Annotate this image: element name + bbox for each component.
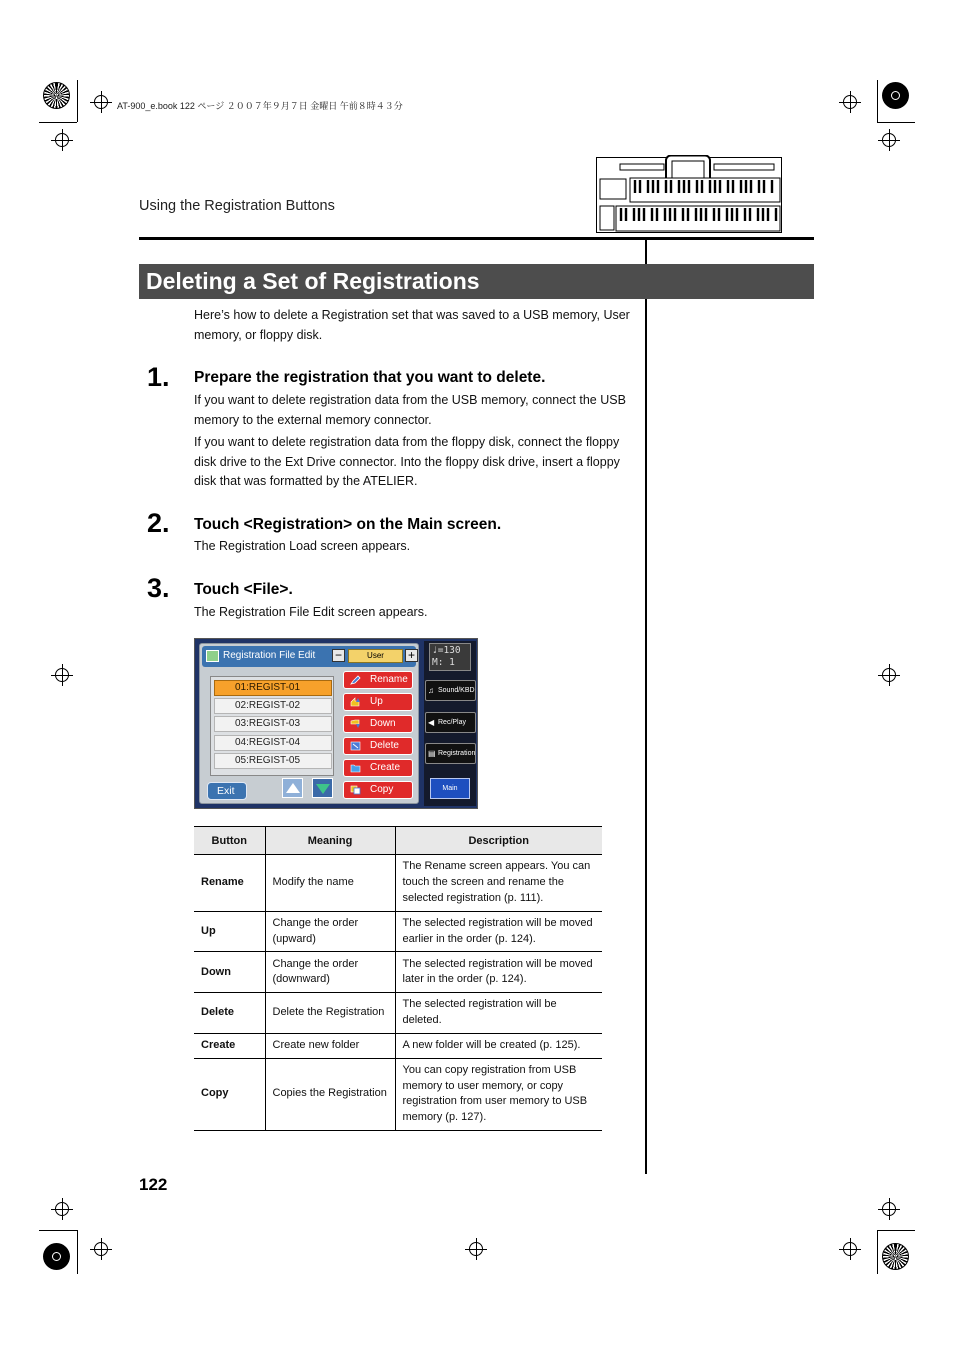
registration-button[interactable] bbox=[425, 743, 476, 764]
tempo-value: ♩=130 bbox=[432, 645, 461, 656]
file-edit-panel bbox=[199, 643, 419, 804]
table-cell: The selected registration will be moved earlier in the order (p. 124). bbox=[395, 912, 602, 952]
table-cell: Delete the Registration bbox=[265, 993, 395, 1033]
down-label: Down bbox=[370, 718, 396, 729]
rename-button[interactable] bbox=[343, 671, 413, 689]
folder-icon bbox=[350, 763, 361, 773]
crop-line bbox=[77, 1230, 78, 1274]
table-row bbox=[194, 855, 602, 912]
delete-label: Delete bbox=[370, 740, 399, 751]
list-item[interactable]: 04:REGIST-04 bbox=[214, 735, 332, 751]
tempo-display bbox=[429, 643, 471, 671]
table-cell: Change the order (upward) bbox=[265, 912, 395, 952]
step-text: If you want to delete registration data from the floppy disk, connect the floppy disk drive to the Ext Drive connector. Into the floppy disk drive, insert a floppy disk that was formatted by the ATELIER. bbox=[194, 435, 620, 488]
table-cell: Rename bbox=[194, 855, 265, 912]
media-prev-button[interactable]: − bbox=[332, 649, 345, 662]
crosshair-mark bbox=[843, 95, 857, 109]
step-text: The Registration Load screen appears. bbox=[194, 539, 411, 553]
registration-target-mark bbox=[882, 82, 909, 109]
down-button[interactable] bbox=[343, 715, 413, 733]
copy-label: Copy bbox=[370, 784, 394, 795]
registration-label: Registration bbox=[438, 750, 476, 757]
list-item[interactable]: 01:REGIST-01 bbox=[214, 680, 332, 696]
crop-line bbox=[877, 1230, 915, 1231]
sound-kbd-label: Sound/KBD bbox=[438, 687, 475, 694]
table-row bbox=[194, 1033, 602, 1058]
page-number: 122 bbox=[139, 1175, 168, 1194]
table-cell: Up bbox=[194, 912, 265, 952]
crosshair-mark bbox=[882, 133, 896, 147]
print-header: AT-900_e.book 122 ページ ２００７年９月７日 金曜日 午前８時４３分 bbox=[117, 101, 403, 111]
delete-icon bbox=[350, 741, 361, 751]
table-row bbox=[194, 952, 602, 993]
table-cell: Down bbox=[194, 952, 265, 993]
table-row bbox=[194, 912, 602, 952]
organ-illustration bbox=[596, 155, 782, 233]
rec-play-label: Rec/Play bbox=[438, 719, 467, 726]
crop-line bbox=[877, 80, 878, 122]
main-button[interactable]: Main bbox=[430, 778, 470, 799]
step-number: 3. bbox=[147, 573, 170, 603]
step-title: Touch <Registration> on the Main screen. bbox=[194, 516, 502, 533]
step-number: 1. bbox=[147, 362, 170, 392]
step-title: Prepare the registration that you want to delete. bbox=[194, 369, 546, 386]
crop-line bbox=[39, 1230, 77, 1231]
crosshair-mark bbox=[882, 1202, 896, 1216]
table-cell: Create bbox=[194, 1033, 265, 1058]
step-text: The Registration File Edit screen appears. bbox=[194, 605, 428, 619]
up-label: Up bbox=[370, 696, 383, 707]
table-cell: Create new folder bbox=[265, 1033, 395, 1058]
step-number: 2. bbox=[147, 508, 170, 538]
measure-value: M: 1 bbox=[432, 657, 455, 668]
crosshair-mark bbox=[882, 668, 896, 682]
crosshair-mark bbox=[94, 95, 108, 109]
move-up-icon bbox=[350, 697, 361, 707]
table-cell: A new folder will be created (p. 125). bbox=[395, 1033, 602, 1058]
header-rule bbox=[139, 237, 814, 240]
crop-line bbox=[39, 122, 77, 123]
margin-rule bbox=[645, 240, 647, 1174]
sound-kbd-button[interactable] bbox=[425, 680, 476, 701]
table-cell: Change the order (downward) bbox=[265, 952, 395, 993]
create-button[interactable] bbox=[343, 759, 413, 777]
table-cell: You can copy registration from USB memory to user memory, or copy registration from user memory to USB memory (p. 127). bbox=[395, 1058, 602, 1130]
crop-line bbox=[77, 80, 78, 122]
list-item[interactable]: 05:REGIST-05 bbox=[214, 753, 332, 769]
crosshair-mark bbox=[55, 668, 69, 682]
section-title-bar bbox=[139, 264, 814, 299]
page-header: Using the Registration Buttons bbox=[139, 198, 335, 214]
button-table bbox=[194, 826, 602, 1131]
side-panel bbox=[424, 641, 476, 806]
scroll-up-button[interactable] bbox=[282, 778, 303, 798]
exit-button[interactable]: Exit bbox=[207, 782, 247, 800]
table-row bbox=[194, 1058, 602, 1130]
list-item[interactable]: 02:REGIST-02 bbox=[214, 698, 332, 714]
copy-button[interactable] bbox=[343, 781, 413, 799]
file-list bbox=[210, 676, 334, 776]
step-title: Touch <File>. bbox=[194, 581, 293, 598]
up-button[interactable] bbox=[343, 693, 413, 711]
create-label: Create bbox=[370, 762, 401, 773]
registration-target-mark bbox=[43, 1243, 70, 1270]
column-header: Meaning bbox=[265, 827, 395, 855]
table-cell: Copy bbox=[194, 1058, 265, 1130]
crosshair-mark bbox=[55, 1202, 69, 1216]
crosshair-mark bbox=[469, 1242, 483, 1256]
move-down-icon bbox=[350, 719, 361, 729]
table-cell: Modify the name bbox=[265, 855, 395, 912]
registration-target-mark bbox=[882, 1243, 909, 1270]
registration-target-mark bbox=[43, 82, 70, 109]
table-cell: Delete bbox=[194, 993, 265, 1033]
crop-line bbox=[877, 122, 915, 123]
speaker-icon: ◀ bbox=[428, 718, 435, 727]
table-row bbox=[194, 993, 602, 1033]
delete-button[interactable] bbox=[343, 737, 413, 755]
media-selector[interactable]: User bbox=[348, 649, 403, 663]
media-next-button[interactable]: + bbox=[405, 649, 418, 662]
registration-icon: ▤ bbox=[428, 749, 436, 758]
scroll-down-button[interactable] bbox=[312, 778, 333, 798]
pencil-icon bbox=[350, 675, 361, 685]
crosshair-mark bbox=[55, 133, 69, 147]
registration-file-edit-screen bbox=[194, 638, 478, 809]
table-cell: Copies the Registration bbox=[265, 1058, 395, 1130]
arrow-up-icon bbox=[286, 783, 300, 793]
table-cell: The Rename screen appears. You can touch the screen and rename the selected registration (p. 111). bbox=[395, 855, 602, 912]
intro-text: Here’s how to delete a Registration set that was saved to a USB memory, User memory, or floppy disk. bbox=[194, 308, 630, 342]
section-title: Deleting a Set of Registrations bbox=[146, 268, 480, 294]
crosshair-mark bbox=[94, 1242, 108, 1256]
table-cell: The selected registration will be deleted. bbox=[395, 993, 602, 1033]
note-icon: ♫ bbox=[428, 686, 434, 695]
crosshair-mark bbox=[843, 1242, 857, 1256]
crop-line bbox=[877, 1230, 878, 1274]
rename-label: Rename bbox=[370, 674, 408, 685]
column-header: Description bbox=[395, 827, 602, 855]
list-item[interactable]: 03:REGIST-03 bbox=[214, 716, 332, 732]
column-header: Button bbox=[194, 827, 265, 855]
book-icon bbox=[206, 650, 219, 662]
panel-title-bar bbox=[202, 646, 416, 667]
rec-play-button[interactable] bbox=[425, 712, 476, 733]
table-cell: The selected registration will be moved later in the order (p. 124). bbox=[395, 952, 602, 993]
arrow-down-icon bbox=[316, 784, 330, 794]
panel-title: Registration File Edit bbox=[223, 650, 316, 661]
copy-icon bbox=[350, 785, 361, 795]
step-text: If you want to delete registration data from the USB memory, connect the USB memory to the external memory connector. bbox=[194, 393, 626, 427]
